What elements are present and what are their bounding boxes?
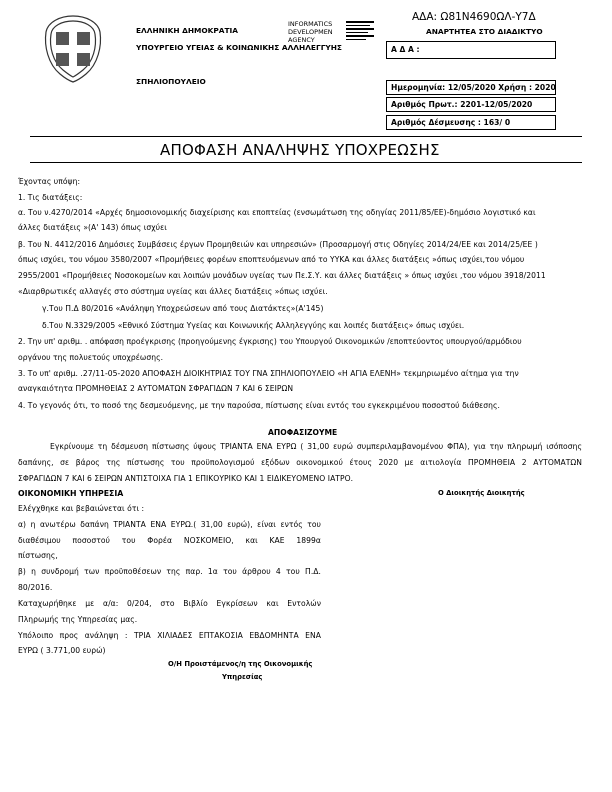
- logo-line-3: AGENCY: [288, 36, 315, 44]
- commitment-box: [386, 115, 556, 130]
- finance-line: Ελέγχθηκε και βεβαιώνεται ότι :: [18, 504, 145, 513]
- considering-line: 4. Το γεγονός ότι, το ποσό της δεσμευόμενης, με την παρούσα, πίστωσης είναι εντός του εγκεκριμένου ποσοστού διάθεσης.: [18, 401, 500, 410]
- considering-line: γ.Του Π.Δ 80/2016 «Ανάληψη Υποχρεώσεων από τους Διατάκτες»(Α'145): [42, 304, 324, 313]
- considering-line: Έχοντας υπόψη:: [18, 177, 81, 186]
- considering-line: αναγκαιότητα ΠΡΟΜΗΘΕΙΑΣ 2 ΑΥΤΟΜΑΤΩΝ ΣΦΡΑΓΙΔΩΝ 7 ΚΑΙ 6 ΣΕΙΡΩΝ: [18, 384, 294, 393]
- hospital-label: ΣΠΗΛΙΟΠΟΥΛΕΙΟ: [136, 77, 206, 86]
- considering-line: οργάνου της πολυετούς υποχρέωσης.: [18, 353, 164, 362]
- finance-line: ΕΥΡΩ ( 3.771,00 ευρώ): [18, 646, 106, 655]
- finance-line: β) η συνδρομή των προϋποθέσεων της παρ. 1α του άρθρου 4 του Π.Δ.: [18, 567, 321, 576]
- considering-line: 1. Τις διατάξεις:: [18, 193, 83, 202]
- logo-line-1: INFORMATICS: [288, 20, 333, 28]
- commitment-text: Αριθμός Δέσμευσης : 163/ 0: [391, 118, 511, 127]
- date-text: Ημερομηνία: 12/05/2020 Χρήση : 2020: [391, 83, 556, 92]
- finance-heading: ΟΙΚΟΝΟΜΙΚΗ ΥΠΗΡΕΣΙΑ: [18, 489, 124, 498]
- director-label: Ο Διοικητής Διοικητής: [438, 489, 525, 497]
- finance-line: Υπόλοιπο προς ανάληψη : ΤΡΙΑ ΧΙΛΙΑΔΕΣ ΕΠΤΑΚΟΣΙΑ ΕΒΔΟΜΗΝΤΑ ΕΝΑ: [18, 631, 321, 640]
- document-title: ΑΠΟΦΑΣΗ ΑΝΑΛΗΨΗΣ ΥΠΟΧΡΕΩΣΗΣ: [160, 141, 440, 159]
- informatics-logo: [288, 20, 378, 56]
- decision-line: ΣΦΡΑΓΙΔΩΝ 7 ΚΑΙ 6 ΣΕΙΡΩΝ ΑΝΤΙΣΤΟΙΧΑ ΓΙΑ 1 ΕΠΙΚΟΥΡΙΚΟ ΚΑΙ 1 ΕΙΔΙΚΕΥΟΜΕΝΟ ΙΑΤΡΟ.: [18, 474, 354, 483]
- ada-box-label: Α Δ Α :: [391, 45, 420, 54]
- finance-line: α) η ανωτέρω δαπάνη ΤΡΙΑΝΤΑ ΕΝΑ ΕΥΡΩ.( 31,00 ευρώ), είναι εντός του: [18, 520, 321, 529]
- protocol-box: [386, 97, 556, 112]
- considering-line: 2955/2001 «Προμήθειες Νοσοκομείων και λοιπών μονάδων υγείας των Πε.Σ.Υ. και άλλες διατάξεις » όπως ισχύει ,του νόμου 3918/2011: [18, 271, 546, 280]
- date-box: [386, 80, 556, 95]
- finance-signature-line-2: Υπηρεσίας: [222, 673, 263, 681]
- decision-line: δαπάνης, σε βάρος της πίστωσης του προϋπολογισμού εξόδων οικονομικού έτους 2020 με αιτιολογία ΠΡΟΜΗΘΕΙΑ 2 ΑΥΤΟΜΑΤΩΝ: [18, 458, 582, 467]
- republic-label: ΕΛΛΗΝΙΚΗ ΔΗΜΟΚΡΑΤΙΑ: [136, 26, 239, 35]
- finance-line: 80/2016.: [18, 583, 53, 592]
- ada-code: ΑΔΑ: Ω81Ν4690ΩΛ-Υ7Δ: [412, 11, 536, 23]
- considering-line: όπως ισχύει, του νόμου 3580/2007 «Προμήθειες φορέων εποπτευόμενων από το ΥΥΚΑ και άλλες διατάξεις »όπως ισχύει,του νόμου: [18, 255, 525, 264]
- greek-emblem-icon: [40, 12, 106, 86]
- finance-signature-line-1: Ο/Η Προιστάμενος/η της Οικονομικής: [168, 660, 313, 668]
- considering-line: «Διαρθρωτικές αλλαγές στο σύστημα υγείας και άλλες διατάξεις »όπως ισχύει.: [18, 287, 328, 296]
- finance-line: Πληρωμής της Υπηρεσίας μας.: [18, 615, 138, 624]
- ada-box: [386, 41, 556, 59]
- considering-line: άλλες διατάξεις »(Α' 143) όπως ισχύει: [18, 223, 167, 232]
- considering-line: β. Του Ν. 4412/2016 Δημόσιες Συμβάσεις έργων Προμηθειών και υπηρεσιών» (Προσαρμογή στις Οδηγίες 2014/24/ΕΕ και 2014/25/ΕΕ ): [18, 240, 538, 249]
- title-rule-top: [30, 136, 582, 137]
- ministry-label: ΥΠΟΥΡΓΕΙΟ ΥΓΕΙΑΣ & ΚΟΙΝΩΝΙΚΗΣ ΑΛΛΗΛΕΓΓΥΗΣ: [136, 43, 342, 52]
- post-online-label: ΑΝΑΡΤΗΤΕΑ ΣΤΟ ΔΙΑΔΙΚΤΥΟ: [426, 27, 543, 36]
- considering-line: α. Του ν.4270/2014 «Αρχές δημοσιονομικής διαχείρισης και εποπτείας (ενσωμάτωση της οδηγίας 2011/85/ΕΕ)-δημόσιο λογιστικό και: [18, 208, 536, 217]
- protocol-text: Αριθμός Πρωτ.: 2201-12/05/2020: [391, 100, 533, 109]
- finance-line: Καταχωρήθηκε με α/α: 0/204, στο Βιβλίο Εγκρίσεων και Εντολών: [18, 599, 321, 608]
- title-rule-bottom: [30, 162, 582, 163]
- finance-line: διαθέσιμου ποσοστού του Φορέα ΝΟΣΚΟΜΕΙΟ, και ΚΑΕ 1899α: [18, 536, 321, 545]
- considering-line: δ.Του Ν.3329/2005 «Εθνικό Σύστημα Υγείας και Κοινωνικής Αλληλεγγύης και λοιπές διατάξεις» όπως ισχύει.: [42, 321, 465, 330]
- considering-line: 2. Την υπ' αριθμ. . απόφαση προέγκρισης (προηγούμενης έγκρισης) του Υπουργού Οικονομικών /εποπτεύοντος υπουργού/αρμόδιου: [18, 337, 522, 346]
- decision-line: Εγκρίνουμε τη δέσμευση πίστωσης ύψους ΤΡΙΑΝΤΑ ΕΝΑ ΕΥΡΩ ( 31,00 ευρώ συμπεριλαμβανομένου ΦΠΑ), για την πληρωμή ισόποσης: [50, 442, 582, 451]
- logo-line-2: DEVELOPMEN: [288, 28, 333, 36]
- considering-line: 3. Το υπ' αριθμ. .27/11-05-2020 ΑΠΟΦΑΣΗ ΔΙΟΙΚΗΤΡΙΑΣ ΤΟΥ ΓΝΑ ΣΠΗΛΙΟΠΟΥΛΕΙΟ «Η ΑΓΙΑ ΕΛΕΝΗ» τεκμηριωμένο αίτημα για την: [18, 369, 519, 378]
- decision-heading: ΑΠΟΦΑΣΙΖΟΥΜΕ: [268, 428, 338, 437]
- finance-line: πίστωσης,: [18, 551, 58, 560]
